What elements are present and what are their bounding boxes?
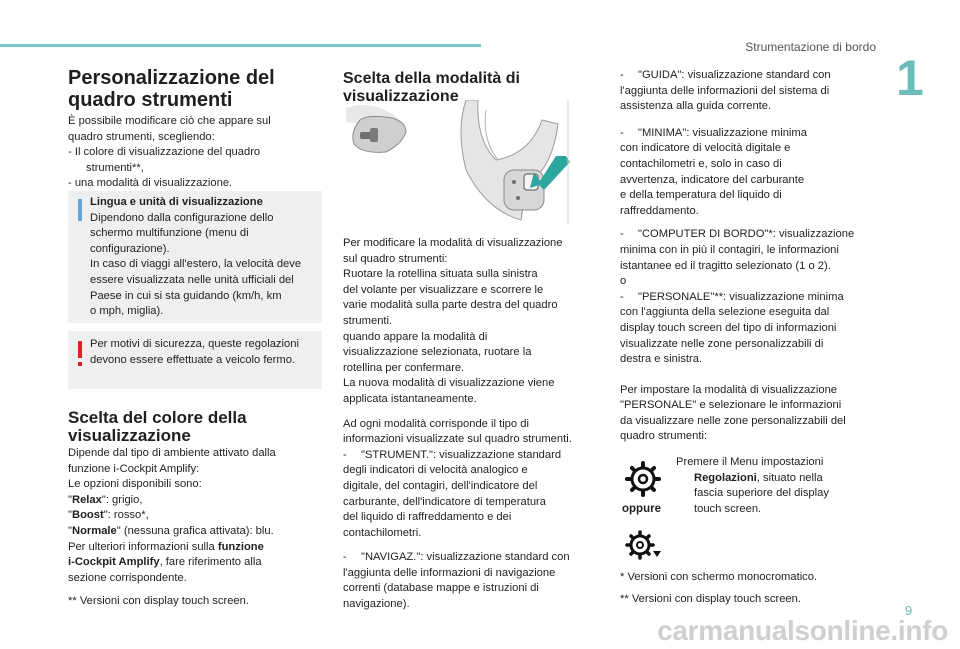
text-line: con indicatore di velocità digitale e (620, 142, 791, 155)
footnote-col1: ** Versioni con display touch screen. (68, 595, 249, 607)
intro-text: È possibile modificare ciò che appare sul quadro strumenti, scegliendo: - Il colore di visualizzazione del quadro strumenti**, - una modalità di visualizzazione. (68, 115, 271, 190)
text-line: "PERSONALE" e selezionare le informazioni (620, 399, 842, 412)
text-line: configurazione). (90, 242, 170, 255)
steering-wheel-illustration (346, 100, 586, 224)
text-line: assistenza alla guida corrente. (620, 100, 772, 113)
text-line: contachilometri. (343, 526, 422, 539)
text-line: strumenti. (343, 314, 393, 327)
text-line: raffreddamento. (620, 204, 699, 217)
text-line: da visualizzare nelle zone personalizzabili del (620, 414, 846, 427)
text-line: Ruotare la rotellina situata sulla sinistra (343, 268, 538, 281)
text-line: digitale, del contagiri, dell'indicatore del (343, 479, 538, 492)
text-line: Ad ogni modalità corrisponde il tipo di (343, 417, 529, 430)
settings-gear-icon (623, 459, 663, 499)
header-rule (0, 44, 481, 47)
text-line: istantanee ed il tragitto selezionato (1 o 2). (620, 259, 831, 272)
text-line: carburante, dell'indicatore di temperatura (343, 495, 547, 508)
text-line: - "GUIDA": visualizzazione standard con (620, 69, 831, 81)
chapter-number: 1 (896, 50, 924, 106)
settings-gear-dropdown-icon (623, 527, 663, 567)
text-line: rotellina per confermare. (343, 361, 465, 374)
warning-box (68, 331, 322, 389)
text-line: Per modificare la modalità di visualizzazione (343, 237, 563, 249)
footnote-1: * Versioni con schermo monocromatico. (620, 571, 818, 583)
page-number: 9 (905, 603, 913, 618)
text-line: del liquido di raffreddamento e dei (343, 511, 512, 524)
text-line: visualizzate nelle zone personalizzabili di (620, 337, 824, 350)
text-line: quando appare la modalità di (343, 330, 488, 343)
section-title: Strumentazione di bordo (745, 40, 876, 54)
info-icon (78, 199, 82, 221)
text-line: l'aggiunta delle informazioni di navigazione (343, 566, 556, 579)
text-line: schermo multifunzione (menu di (90, 227, 249, 240)
mode-instructions: Per modificare la modalità di visualizzazione sul quadro strumenti: Ruotare la rotellina situata sulla sinistra del volante per visualizzare e scorrere le varie modalità sulla parte destra del quadro strumenti. quando appare la modalità di visualizzazione selezionata, ruotare la rotellina per confermare. La nuova modalità di visualizzazione viene applicata istantaneamente. Ad ogni modalità corrisponde il tipo di informazioni visualizzate sul quadro strumenti. - "STRUMENT.": visualizzazione standard degli indicatori di velocità analogico e digitale, del contagiri, dell'indicatore del carburante, dell'indicatore di temperatura del liquido di raffreddamento e dei contachilometri. - "NAVIGAZ.": visualizzazione standard con l'aggiunta delle informazioni di navigazione correnti (database mappe e istruzioni di navigazione). (343, 236, 601, 613)
warning-text (90, 337, 318, 368)
text-line: visualizzazione selezionata, ruotare la (343, 346, 532, 359)
text-line: Dipendono dalla configurazione dello (90, 211, 274, 224)
text-line: navigazione). (343, 598, 410, 611)
text-line: quadro strumenti: (620, 430, 708, 443)
display-mode-title: Scelta della modalità di visualizzazione (343, 70, 520, 105)
text-line: varie modalità sulla parte destra del quadro (343, 299, 558, 312)
text-line: - "STRUMENT.": visualizzazione standard (343, 448, 562, 461)
text-line: Paese in cui si sta guidando (km/h, km (90, 289, 282, 302)
text-line: avvertenza, indicatore del carburante (620, 173, 805, 186)
text-line: degli indicatori di velocità analogico e (343, 464, 528, 477)
text-line: Per motivi di sicurezza, queste regolazioni (90, 338, 299, 350)
text-line: sul quadro strumenti: (343, 252, 448, 265)
text-line: display touch screen del tipo di informazioni (620, 321, 837, 334)
watermark: carmanualsonline.info (657, 615, 948, 646)
settings-instruction: Premere il Menu impostazioni Regolazioni, situato nella fascia superiore del display touch screen. (676, 456, 829, 515)
text-line: del volante per visualizzare e scorrere le (343, 283, 544, 296)
text-line: informazioni visualizzate sul quadro strumenti. (343, 433, 572, 446)
text-line: correnti (database mappe e istruzioni di (343, 582, 539, 595)
text-line: - "PERSONALE"**: visualizzazione minima (620, 290, 844, 303)
text-line: Per impostare la modalità di visualizzazione (620, 383, 838, 396)
text-line: con l'aggiunta della selezione eseguita dal (620, 306, 830, 319)
mode-list: - "GUIDA": visualizzazione standard con l'aggiunta delle informazioni del sistema di assistenza alla guida corrente. - "MINIMA": visualizzazione minima con indicatore di velocità digitale e contachilometri e, solo in caso di avvertenza, indicatore del carburante e della temperatura del liquido di raffreddamento. - "COMPUTER DI BORDO"*: visualizzazione minima con in più il contagiri, le informazioni istantanee ed il tragitto selezionato (1 o 2). o - "PERSONALE"**: visualizzazione minima con l'aggiunta della selezione eseguita dal display touch screen del tipo di informazioni visualizzate nelle zone personalizzabili di destra e sinistra. Per impostare la modalità di visualizzazione "PERSONALE" e selezionare le informazioni da visualizzare nelle zone personalizzabili del quadro strumenti: (620, 68, 882, 445)
text-line: devono essere effettuate a veicolo fermo. (90, 353, 296, 366)
text-line: - "COMPUTER DI BORDO"*: visualizzazione (620, 228, 855, 241)
text-line: o mph, miglia). (90, 305, 164, 318)
text-line: contachilometri e, solo in caso di (620, 157, 782, 170)
text-line: l'aggiunta delle informazioni del sistema di (620, 84, 830, 97)
text-line: In caso di viaggi all'estero, la velocità deve (90, 258, 302, 271)
main-title: Personalizzazione del quadro strumenti (68, 67, 275, 111)
text-line: destra e sinistra. (620, 353, 703, 366)
text-line: - "MINIMA": visualizzazione minima (620, 126, 807, 139)
text-line: - "NAVIGAZ.": visualizzazione standard con (343, 551, 570, 564)
text-line: e della temperatura del liquido di (620, 189, 782, 202)
text-line: minima con in più il contagiri, le informazioni (620, 243, 839, 256)
color-text: Dipende dal tipo di ambiente attivato dalla funzione i-Cockpit Amplify: Le opzioni disponibili sono: "Relax": grigio, "Boost": rosso*, "Normale" (nessuna grafica attivata): blu. Per ulteriori informazioni sulla funzione i-Cockpit Amplify, fare riferimento alla sezione corrispondente. (68, 447, 276, 584)
warning-icon (78, 341, 82, 358)
info-box (68, 191, 322, 323)
oppure-label: oppure (622, 503, 661, 515)
text-line: essere visualizzata nelle unità ufficiali del (90, 273, 294, 286)
footnote-2: ** Versioni con display touch screen. (620, 593, 801, 605)
info-title: Lingua e unità di visualizzazione (90, 196, 263, 208)
color-title: Scelta del colore della visualizzazione (68, 408, 247, 445)
